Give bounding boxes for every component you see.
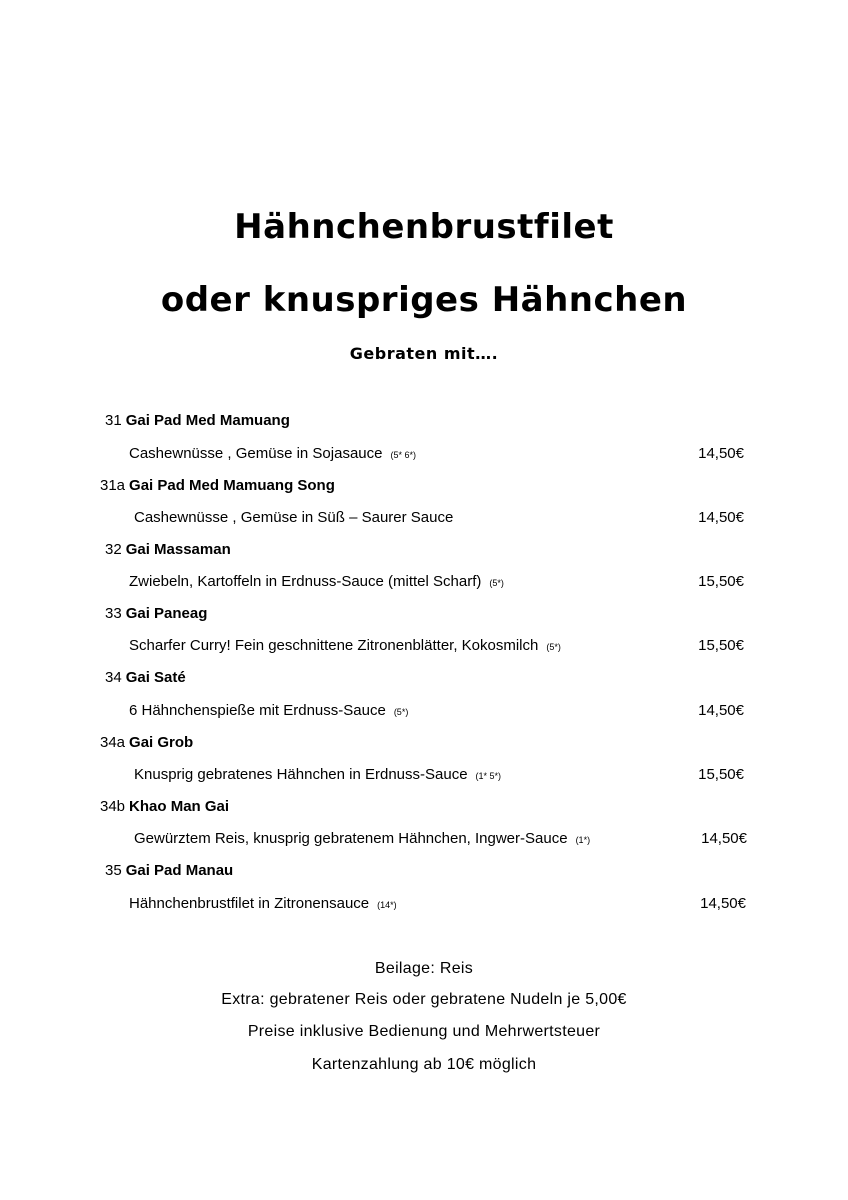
menu-item-allergens: (14*) (377, 900, 397, 910)
menu-item-description-text: Gewürztem Reis, knusprig gebratenem Hähnchen, Ingwer-Sauce (134, 830, 568, 847)
footer-side-dish: Beilage: Reis (374, 960, 474, 977)
menu-item-allergens: (5* 6*) (390, 450, 416, 460)
menu-item-number: 34b (100, 798, 126, 815)
menu-item-allergens: (5*) (393, 707, 409, 717)
menu-item-title: Gai Massaman (125, 541, 231, 558)
menu-title-line-2: oder knuspriges Hähnchen (160, 280, 688, 320)
menu-item-price: 14,50€ (701, 830, 747, 847)
menu-item-price: 14,50€ (698, 509, 744, 526)
menu-item-description-text: Hähnchenbrustfilet in Zitronensauce (129, 895, 370, 912)
menu-item-name (105, 539, 231, 561)
menu-item-title: Gai Grob (129, 734, 194, 751)
menu-item-description (129, 571, 504, 594)
footer-prices-note: Preise inklusive Bedienung und Mehrwertsteuer (247, 1023, 601, 1040)
menu-title-line-1: Hähnchenbrustfilet (234, 207, 614, 247)
menu-item-description (129, 635, 561, 658)
menu-item-allergens: (5*) (489, 578, 504, 588)
menu-item-description (134, 828, 590, 851)
menu-item-price: 15,50€ (698, 637, 744, 654)
menu-item-name (105, 667, 186, 689)
menu-item-name (100, 475, 335, 497)
menu-item-allergens: (1* 5*) (475, 771, 502, 781)
menu-item-description-text: Cashewnüsse , Gemüse in Sojasauce (129, 445, 383, 462)
menu-item-number: 34a (100, 734, 126, 751)
menu-item-price: 14,50€ (698, 445, 744, 462)
menu-item-number: 34 (105, 669, 122, 686)
footer-extra: Extra: gebratener Reis oder gebratene Nudeln je 5,00€ (221, 991, 627, 1008)
menu-item-title: Gai Pad Manau (125, 862, 234, 879)
menu-item-description (134, 507, 453, 529)
menu-item-number: 33 (105, 605, 122, 622)
menu-item-allergens: (5*) (546, 642, 561, 652)
menu-item-description (129, 893, 397, 916)
menu-item-price: 15,50€ (698, 766, 744, 783)
menu-item-description (134, 764, 501, 787)
menu-subtitle: Gebraten mit…. (349, 344, 499, 363)
menu-item-title: Khao Man Gai (129, 798, 230, 815)
menu-item-title: Gai Pad Med Mamuang (125, 412, 290, 429)
menu-item-description-text: Cashewnüsse , Gemüse in Süß – Saurer Sauce (134, 509, 454, 526)
menu-item-name (105, 410, 290, 432)
menu-item-name (100, 796, 229, 818)
menu-item-name (105, 603, 207, 625)
menu-item-price: 15,50€ (698, 573, 744, 590)
menu-item-number: 31 (105, 412, 122, 429)
menu-item-name (100, 732, 193, 754)
menu-item-description-text: Knusprig gebratenes Hähnchen in Erdnuss-Sauce (134, 766, 468, 783)
menu-item-description (129, 700, 408, 723)
menu-item-description-text: Scharfer Curry! Fein geschnittene Zitronenblätter, Kokosmilch (129, 637, 539, 654)
menu-item-title: Gai Pad Med Mamuang Song (129, 477, 335, 494)
menu-item-description-text: 6 Hähnchenspieße mit Erdnuss-Sauce (129, 702, 386, 719)
menu-item-description-text: Zwiebeln, Kartoffeln in Erdnuss-Sauce (mittel Scharf) (129, 573, 482, 590)
menu-item-name (105, 860, 233, 882)
menu-item-price: 14,50€ (698, 702, 744, 719)
menu-item-number: 32 (105, 541, 122, 558)
menu-item-description (129, 443, 416, 466)
menu-item-title: Gai Paneag (125, 605, 208, 622)
menu-item-number: 35 (105, 862, 122, 879)
footer-card-payment: Kartenzahlung ab 10€ möglich (311, 1056, 537, 1073)
menu-item-allergens: (1*) (575, 835, 591, 845)
menu-item-title: Gai Saté (125, 669, 186, 686)
menu-item-number: 31a (100, 477, 126, 494)
menu-item-price: 14,50€ (700, 895, 746, 912)
